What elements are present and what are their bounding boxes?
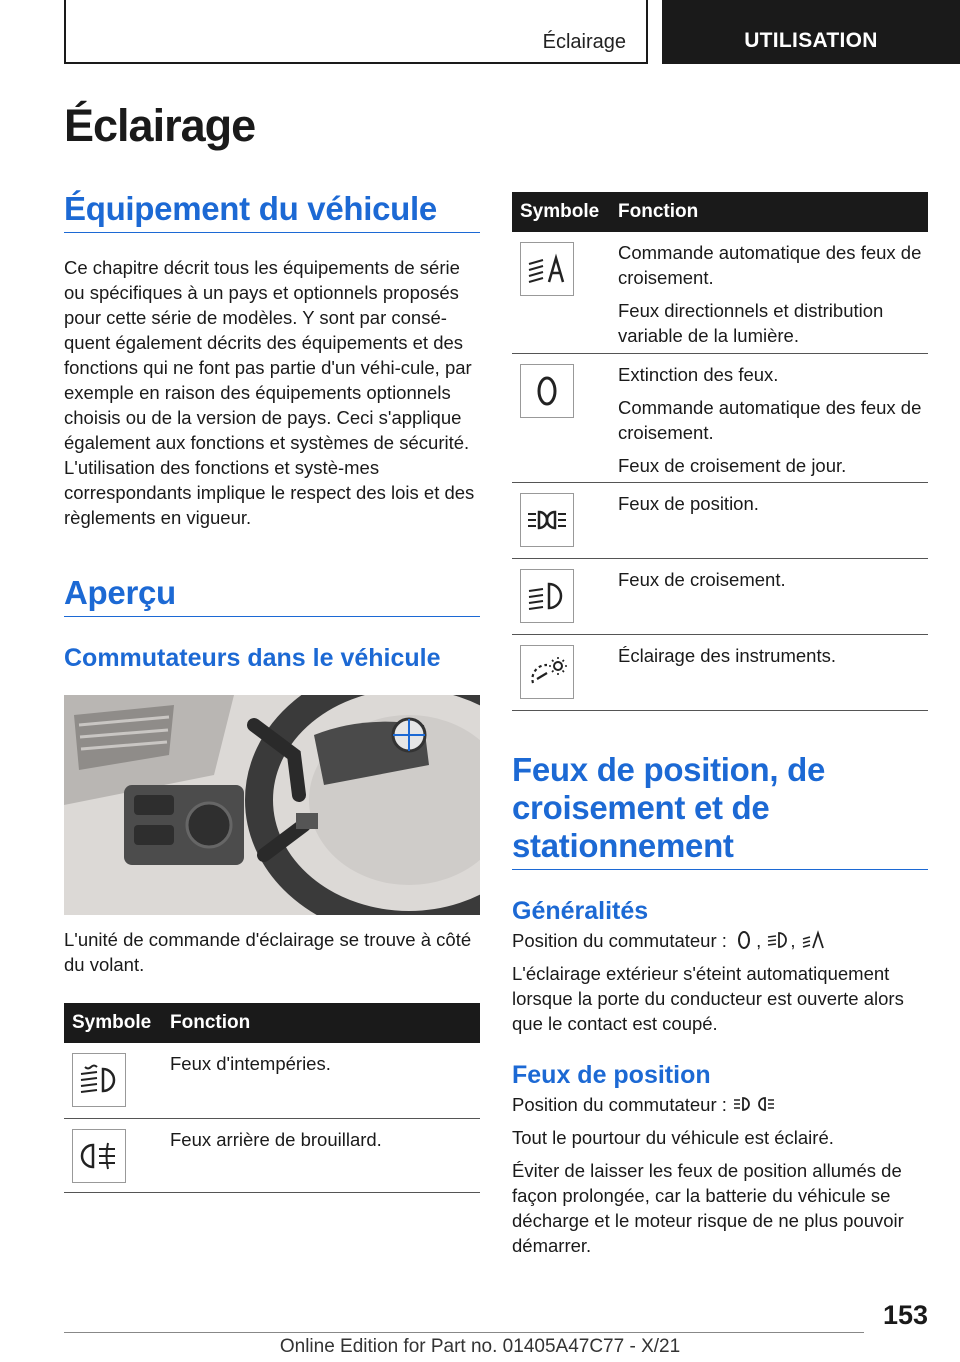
parking-body-1: Tout le pourtour du véhicule est éclairé. [512, 1127, 834, 1148]
table-row [64, 1119, 480, 1193]
right-symbol-table [512, 192, 928, 711]
table-row [512, 232, 928, 354]
row-function-text: Feux de position. [618, 493, 759, 514]
fog-lamp-icon [72, 1053, 126, 1107]
row-function-text: Commande automatique des feux de croisement. [618, 397, 922, 443]
general-body: L'éclairage extérieur s'éteint automatiquement lorsque la porte du conducteur est ouverte alors que le contact est coupé. [512, 963, 904, 1034]
auto-headlight-icon [801, 929, 825, 951]
column-header-function: Fonction [170, 1012, 251, 1033]
equipment-body: Ce chapitre décrit tous les équipements de série ou spécifiques à un pays et optionnels proposés pour cette série de modèles. Y sont par consé-quent également décrits des équipements et des fonctions qui ne font pas partie d'un véhi-cule, par exemple en raison des équipements optionnels choisis ou de la version de pays. Ceci s'applique également aux fonctions et systèmes de sécurité. L'utilisation des fonctions et systè-mes correspondants implique le respect des lois et des règlements en vigueur. [64, 257, 475, 528]
left-column [64, 190, 480, 1193]
page-title: Éclairage [64, 100, 256, 151]
column-header-symbol: Symbole [520, 201, 600, 222]
equipment-heading: Équipement du véhicule [64, 190, 480, 233]
row-function-text: Éclairage des instruments. [618, 645, 836, 666]
row-function-text: Feux de croisement. [618, 569, 786, 590]
header-chapter: UTILISATION [662, 0, 960, 64]
column-header-symbol: Symbole [72, 1012, 152, 1033]
row-function-text: Feux arrière de brouillard. [170, 1129, 382, 1150]
table-row [64, 1043, 480, 1119]
low-beam-icon [766, 929, 790, 951]
parking-switch-label: Position du commutateur : [512, 1094, 727, 1115]
header-section: Éclairage [542, 31, 626, 53]
lights-heading: Feux de position, de croisement et de stationnement [512, 751, 928, 870]
parking-lights-icon [732, 1093, 780, 1115]
table-row [512, 559, 928, 635]
row-function-text: Feux directionnels et distribution variable de la lumière. [618, 300, 884, 346]
row-function-text: Feux de croisement de jour. [618, 455, 847, 476]
header-section-box [64, 0, 648, 64]
dashboard-illustration [64, 695, 480, 915]
table-row [512, 354, 928, 483]
rear-fog-lamp-icon [72, 1129, 126, 1183]
lights-off-icon [732, 929, 756, 951]
page-number: 153 [882, 1300, 928, 1330]
left-symbol-table [64, 1003, 480, 1193]
table-row [512, 635, 928, 711]
table-row [512, 483, 928, 559]
parking-switch-line [512, 1092, 928, 1117]
parking-lights-subheading: Feux de position [512, 1061, 711, 1089]
right-column [512, 192, 928, 1258]
switch-position-label: Position du commutateur : [512, 930, 727, 951]
footer-divider [64, 1332, 864, 1333]
table-header [64, 1003, 480, 1043]
low-beam-icon [520, 569, 574, 623]
overview-caption: L'unité de commande d'éclairage se trouve à côté du volant. [64, 929, 472, 975]
switches-subheading: Commutateurs dans le véhicule [64, 644, 441, 672]
parking-lights-icon [520, 493, 574, 547]
row-function-text: Commande automatique des feux de croisement. [618, 242, 922, 288]
row-function-text: Extinction des feux. [618, 364, 779, 385]
general-subheading: Généralités [512, 897, 649, 925]
instrument-lighting-icon [520, 645, 574, 699]
dashboard-photo [64, 695, 480, 915]
lights-off-icon [520, 364, 574, 418]
footer-edition: Online Edition for Part no. 01405A47C77 - X/21 [279, 1336, 681, 1357]
row-function-text: Feux d'intempéries. [170, 1053, 331, 1074]
table-header [512, 192, 928, 232]
overview-heading: Aperçu [64, 574, 480, 617]
switch-position-line: Position du commutateur : , , [512, 928, 928, 953]
auto-headlight-icon [520, 242, 574, 296]
parking-body-2: Éviter de laisser les feux de position allumés de façon prolongée, car la batterie du véhicule se décharge et le moteur risque de ne plus pouvoir démarrer. [512, 1160, 904, 1256]
column-header-function: Fonction [618, 201, 699, 222]
